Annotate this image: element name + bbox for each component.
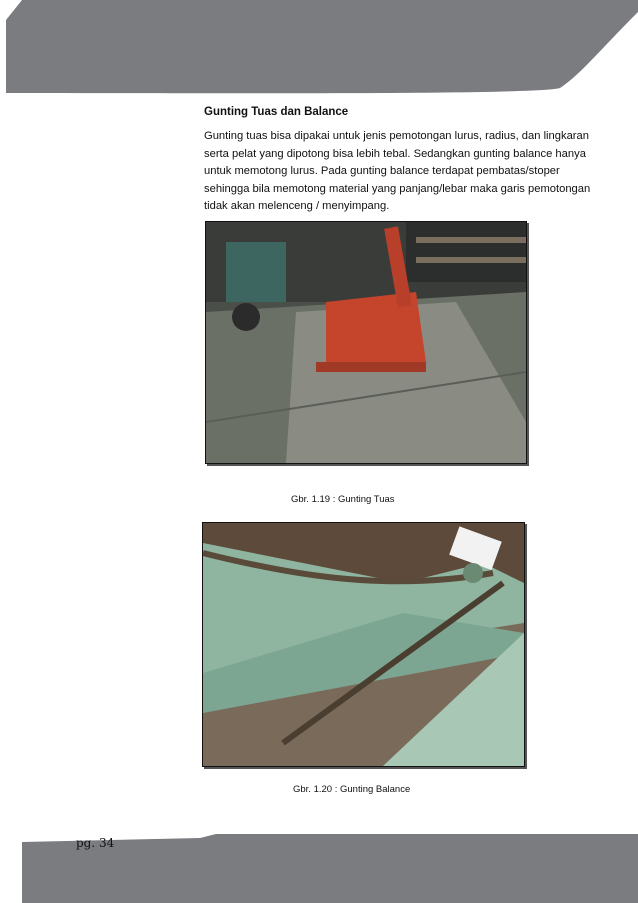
page-number: pg. 34 — [76, 836, 115, 850]
header-band — [0, 0, 638, 100]
footer-band — [0, 820, 638, 903]
figure-2-caption: Gbr. 1.20 : Gunting Balance — [293, 784, 411, 795]
figure-lever-shear-photo — [205, 221, 527, 464]
figure-balance-shear-photo — [202, 522, 525, 767]
section-heading: Gunting Tuas dan Balance — [204, 106, 349, 118]
section-paragraph: Gunting tuas bisa dipakai untuk jenis pemotongan lurus, radius, dan lingkaran serta pelat yang dipotong bisa lebih tebal. Sedangkan gunting balance hanya untuk memotong lurus. Pada gunting balance terdapat pembatas/stoper sehingga bila memotong material yang panjang/lebar maka garis pemotongan tidak akan melenceng / menyimpang. — [204, 130, 591, 213]
figure-1-caption: Gbr. 1.19 : Gunting Tuas — [291, 494, 395, 505]
